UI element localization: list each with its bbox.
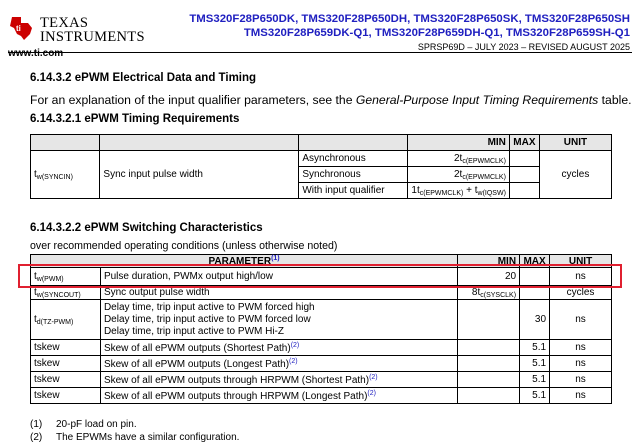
- symbol-cell: $t_{d(TZ-PWM)}$: [31, 300, 101, 340]
- document-id: SPRSP69D – JULY 2023 – REVISED AUGUST 2025: [417, 42, 630, 52]
- max-cell: 5.1: [520, 356, 550, 372]
- condition-cell: Synchronous: [299, 167, 408, 183]
- section-intro: [30, 93, 631, 107]
- max-cell: [509, 151, 539, 167]
- description-cell: Sync output pulse width: [100, 286, 457, 300]
- max-cell: 30: [520, 300, 550, 340]
- symbol-cell: $t_{w(SYNCIN)}$: [31, 151, 100, 199]
- table-row: [31, 151, 612, 167]
- min-cell: [458, 372, 520, 388]
- footnote-2: (2) The EPWMs have a similar configuration.: [30, 432, 240, 443]
- unit-cell: ns: [550, 268, 612, 286]
- description-cell: Skew of all ePWM outputs through HRPWM (Longest Path)$^{(2)}$: [100, 388, 457, 404]
- table-row: [31, 340, 612, 356]
- unit-cell: ns: [550, 356, 612, 372]
- timing-requirements-heading: 6.14.3.2.1 ePWM Timing Requirements: [30, 113, 240, 125]
- timing-requirements-table: [30, 134, 612, 199]
- intro-link-text[interactable]: General-Purpose Input Timing Requirements: [355, 93, 599, 107]
- col-min: MIN: [458, 255, 520, 268]
- col-unit: UNIT: [539, 135, 611, 151]
- max-cell: [509, 183, 539, 199]
- min-cell: $2t_{c(EPWMCLK)}$: [408, 151, 509, 167]
- min-cell: [458, 388, 520, 404]
- footnote-ref-link[interactable]: (2): [290, 341, 300, 349]
- unit-cell: cycles: [539, 151, 611, 199]
- footnote-ref-link[interactable]: (2): [289, 357, 298, 365]
- unit-cell: ns: [550, 388, 612, 404]
- part-numbers-line2[interactable]: TMS320F28P659DK-Q1, TMS320F28P659DH-Q1, TMS320F28P659SH-Q1: [243, 27, 630, 39]
- part-numbers-line1[interactable]: TMS320F28P650DK, TMS320F28P650DH, TMS320F28P650SK, TMS320F28P650SH: [189, 13, 630, 25]
- table-row: [31, 356, 612, 372]
- col-min: MIN: [408, 135, 509, 151]
- intro-text-after: table.: [598, 93, 632, 107]
- max-cell: 5.1: [520, 388, 550, 404]
- header-divider: [8, 52, 632, 53]
- min-cell: $1t_{c(EPWMCLK)} + t_{w(IQSW)}$: [408, 183, 509, 199]
- max-cell: 5.1: [520, 340, 550, 356]
- footnote-ref-link[interactable]: (1): [271, 255, 280, 262]
- table-row: [31, 300, 612, 340]
- min-cell: $2t_{c(EPWMCLK)}$: [408, 167, 509, 183]
- intro-text-before: For an explanation of the input qualifier parameters, see the: [30, 93, 356, 107]
- operating-conditions-note: over recommended operating conditions (unless otherwise noted): [30, 240, 338, 252]
- symbol-cell: $t_{w(PWM)}$: [31, 268, 101, 286]
- unit-cell: ns: [550, 340, 612, 356]
- symbol-cell: tskew: [31, 388, 101, 404]
- max-cell: [509, 167, 539, 183]
- switching-heading: 6.14.3.2.2 ePWM Switching Characteristics: [30, 222, 263, 234]
- table-row: [31, 372, 612, 388]
- condition-cell: With input qualifier: [299, 183, 408, 199]
- col-parameter: PARAMETER$^{(1)}$: [31, 255, 458, 268]
- max-cell: 5.1: [520, 372, 550, 388]
- description-cell: Sync input pulse width: [100, 151, 299, 199]
- min-cell: [458, 340, 520, 356]
- symbol-cell: tskew: [31, 356, 101, 372]
- col-max: MAX: [509, 135, 539, 151]
- description-cell: Skew of all ePWM outputs (Shortest Path)$^{(2)}$: [100, 340, 457, 356]
- table-header-row: [31, 135, 612, 151]
- description-cell: Skew of all ePWM outputs through HRPWM (Shortest Path)$^{(2)}$: [100, 372, 457, 388]
- footnote-1: (1) 20-pF load on pin.: [30, 419, 137, 430]
- unit-cell: ns: [550, 300, 612, 340]
- col-unit: UNIT: [550, 255, 612, 268]
- min-cell: [458, 356, 520, 372]
- part-numbers: [189, 12, 630, 40]
- footnote-ref-link[interactable]: (2): [369, 373, 378, 381]
- svg-text:ti: ti: [16, 24, 21, 33]
- min-cell: 20: [458, 268, 520, 286]
- section-heading: 6.14.3.2 ePWM Electrical Data and Timing: [30, 72, 257, 84]
- brand-name-line2: INSTRUMENTS: [40, 29, 145, 45]
- table-row: [31, 388, 612, 404]
- highlight-box: [18, 264, 622, 288]
- min-cell: $8t_{c(SYSCLK)}$: [458, 286, 520, 300]
- condition-cell: Asynchronous: [299, 151, 408, 167]
- description-cell: Skew of all ePWM outputs (Longest Path)$^{(2)}$: [100, 356, 457, 372]
- unit-cell: cycles: [550, 286, 612, 300]
- unit-cell: ns: [550, 372, 612, 388]
- ti-logo: [8, 10, 148, 59]
- min-cell: [458, 300, 520, 340]
- footnote-ref-link[interactable]: (2): [367, 389, 376, 397]
- symbol-cell: tskew: [31, 372, 101, 388]
- description-cell: Pulse duration, PWMx output high/low: [100, 268, 457, 286]
- col-max: MAX: [520, 255, 550, 268]
- website-link[interactable]: www.ti.com: [8, 48, 64, 59]
- symbol-cell: tskew: [31, 340, 101, 356]
- symbol-cell: $t_{w(SYNCOUT)}$: [31, 286, 101, 300]
- texas-state-logo-icon: [8, 14, 36, 42]
- brand-name-line1: TEXAS: [40, 15, 89, 31]
- description-cell: Delay time, trip input active to PWM forced high Delay time, trip input active to PWM forced low Delay time, trip input active to PWM Hi-Z: [100, 300, 457, 340]
